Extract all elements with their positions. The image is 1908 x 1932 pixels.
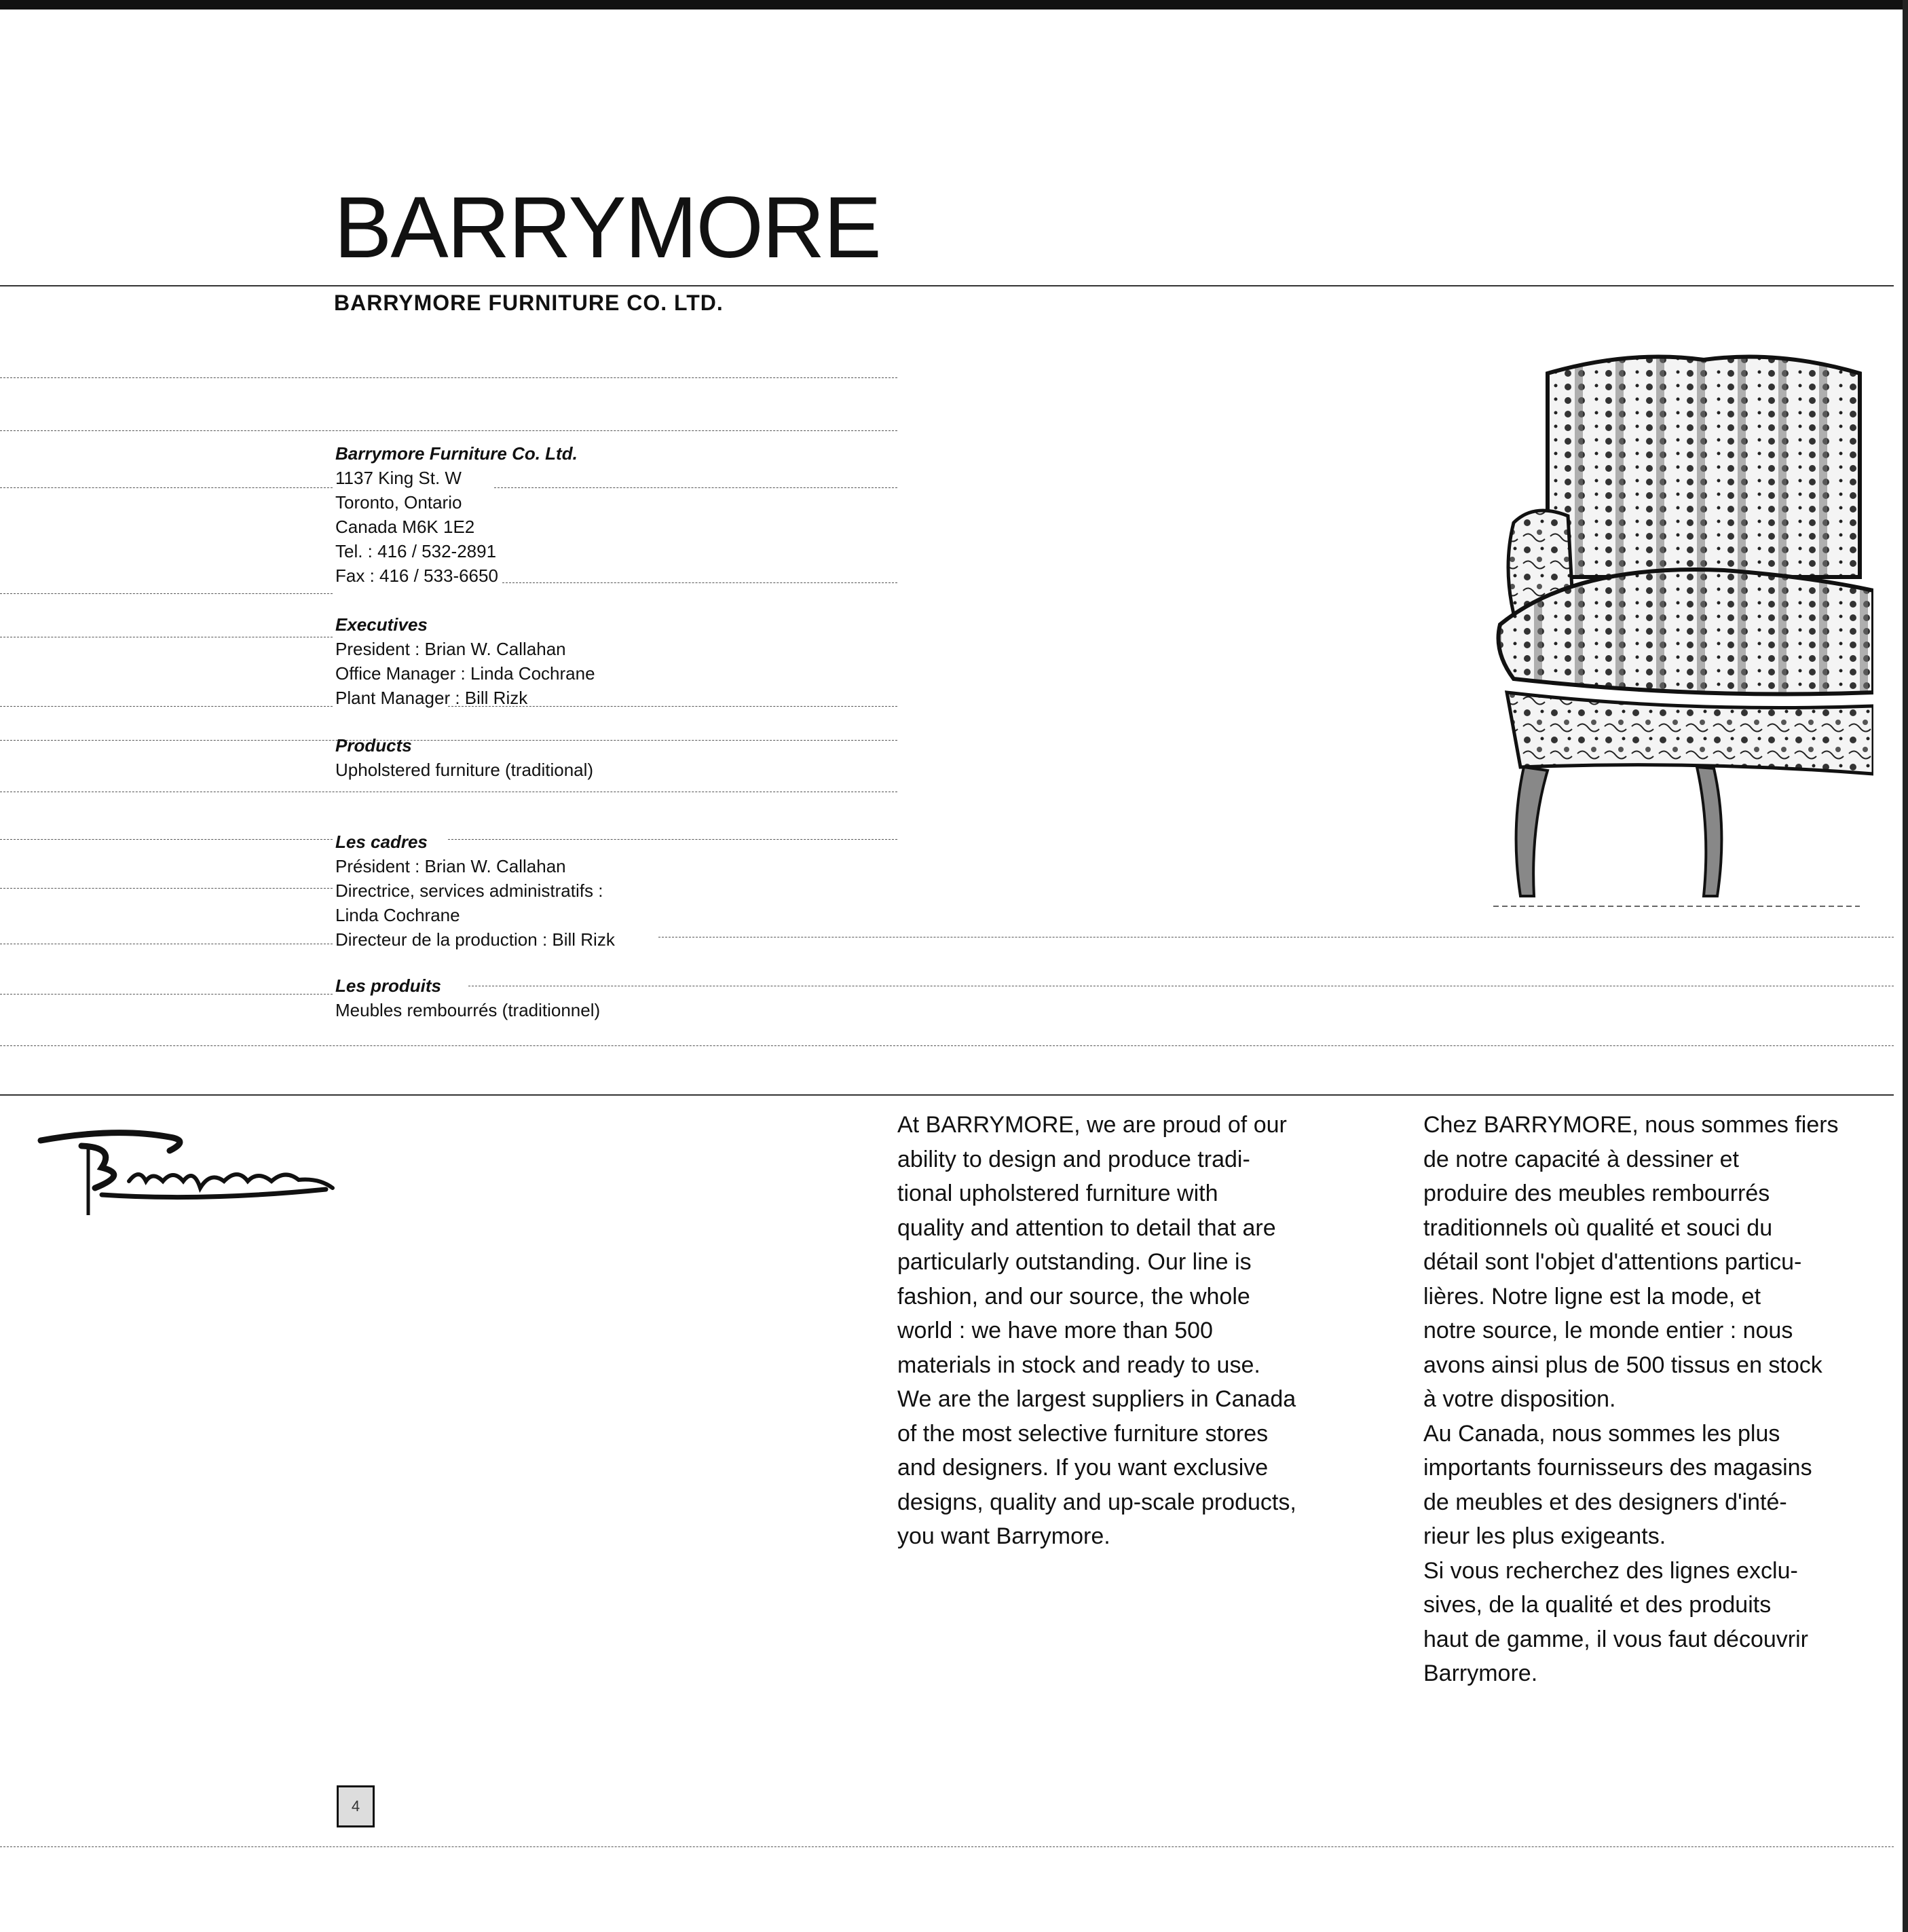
divider-line bbox=[0, 1846, 1894, 1847]
body-line: world : we have more than 500 bbox=[897, 1318, 1213, 1343]
body-line: Chez BARRYMORE, nous sommes fiers bbox=[1423, 1112, 1839, 1138]
divider-line bbox=[0, 994, 333, 995]
produits-heading: Les produits bbox=[335, 976, 442, 996]
body-line: rieur les plus exigeants. bbox=[1423, 1523, 1666, 1549]
body-line: sives, de la qualité et des produits bbox=[1423, 1592, 1772, 1618]
body-line: haut de gamme, il vous faut découvrir bbox=[1423, 1626, 1808, 1652]
produits-line: Meubles rembourrés (traditionnel) bbox=[335, 1000, 601, 1020]
address-country-postal: Canada M6K 1E2 bbox=[335, 517, 475, 537]
body-line: notre source, le monde entier : nous bbox=[1423, 1318, 1793, 1343]
body-line: Barrymore. bbox=[1423, 1660, 1538, 1686]
body-line: de meubles et des designers d'inté- bbox=[1423, 1489, 1787, 1515]
body-line: ability to design and produce tradi- bbox=[897, 1146, 1250, 1172]
divider-line bbox=[0, 1094, 1894, 1096]
page-title: BARRYMORE bbox=[334, 179, 880, 276]
divider-line bbox=[0, 377, 897, 378]
address-company: Barrymore Furniture Co. Ltd. bbox=[335, 443, 578, 464]
divider-line bbox=[0, 1045, 1894, 1046]
products-heading: Products bbox=[335, 735, 412, 756]
body-text-english bbox=[897, 1108, 1296, 1554]
body-line: importants fournisseurs des magasins bbox=[1423, 1455, 1812, 1481]
cadres-heading: Les cadres bbox=[335, 832, 428, 852]
body-line: produire des meubles rembourrés bbox=[1423, 1181, 1770, 1206]
executives-line: Office Manager : Linda Cochrane bbox=[335, 663, 595, 684]
body-line: traditionnels où qualité et souci du bbox=[1423, 1214, 1773, 1241]
company-subtitle: BARRYMORE FURNITURE CO. LTD. bbox=[334, 291, 724, 315]
produits-block bbox=[335, 973, 600, 1022]
address-street: 1137 King St. W bbox=[335, 468, 462, 488]
body-line: of the most selective furniture stores bbox=[897, 1420, 1269, 1447]
barrymore-signature-logo bbox=[34, 1113, 339, 1222]
armchair-illustration bbox=[1493, 353, 1873, 916]
divider-line bbox=[0, 487, 333, 488]
body-line: We are the largest suppliers in Canada bbox=[897, 1386, 1296, 1412]
page-number-box: 4 bbox=[337, 1785, 375, 1827]
body-line: détail sont l'objet d'attentions particu- bbox=[1423, 1249, 1802, 1275]
executives-block bbox=[335, 612, 595, 710]
body-line: Au Canada, nous sommes les plus bbox=[1423, 1420, 1780, 1447]
body-line: designs, quality and up-scale products, bbox=[897, 1489, 1296, 1515]
products-block bbox=[335, 733, 593, 782]
divider-line bbox=[0, 888, 333, 889]
divider-line bbox=[0, 593, 333, 594]
divider-line bbox=[0, 285, 1894, 286]
body-line: avons ainsi plus de 500 tissus en stock bbox=[1423, 1352, 1822, 1378]
executives-heading: Executives bbox=[335, 614, 428, 635]
top-border bbox=[0, 0, 1908, 10]
cadres-line: Président : Brian W. Callahan bbox=[335, 856, 566, 876]
body-line: particularly outstanding. Our line is bbox=[897, 1249, 1252, 1275]
divider-line bbox=[0, 839, 333, 840]
cadres-line: Linda Cochrane bbox=[335, 905, 460, 925]
body-line: lières. Notre ligne est la mode, et bbox=[1423, 1283, 1761, 1309]
executives-line: Plant Manager : Bill Rizk bbox=[335, 688, 528, 708]
body-line: fashion, and our source, the whole bbox=[897, 1283, 1250, 1309]
cadres-line: Directrice, services administratifs : bbox=[335, 880, 603, 901]
address-tel: Tel. : 416 / 532-2891 bbox=[335, 541, 497, 561]
body-line: At BARRYMORE, we are proud of our bbox=[897, 1112, 1287, 1138]
address-city: Toronto, Ontario bbox=[335, 492, 462, 513]
body-line: you want Barrymore. bbox=[897, 1523, 1110, 1549]
body-line: and designers. If you want exclusive bbox=[897, 1455, 1269, 1481]
body-line: de notre capacité à dessiner et bbox=[1423, 1146, 1739, 1172]
executives-line: President : Brian W. Callahan bbox=[335, 639, 566, 659]
divider-line bbox=[0, 430, 897, 431]
divider-line bbox=[0, 706, 333, 707]
body-text-french bbox=[1423, 1108, 1839, 1691]
right-border bbox=[1903, 0, 1908, 1932]
body-line: materials in stock and ready to use. bbox=[897, 1352, 1260, 1378]
cadres-line: Directeur de la production : Bill Rizk bbox=[335, 929, 615, 950]
body-line: quality and attention to detail that are bbox=[897, 1214, 1276, 1241]
body-line: à votre disposition. bbox=[1423, 1386, 1616, 1412]
products-line: Upholstered furniture (traditional) bbox=[335, 760, 594, 780]
cadres-block bbox=[335, 830, 615, 952]
body-line: tional upholstered furniture with bbox=[897, 1181, 1218, 1206]
address-block bbox=[335, 441, 578, 588]
address-fax: Fax : 416 / 533-6650 bbox=[335, 565, 498, 586]
body-line: Si vous recherchez des lignes exclu- bbox=[1423, 1557, 1798, 1584]
